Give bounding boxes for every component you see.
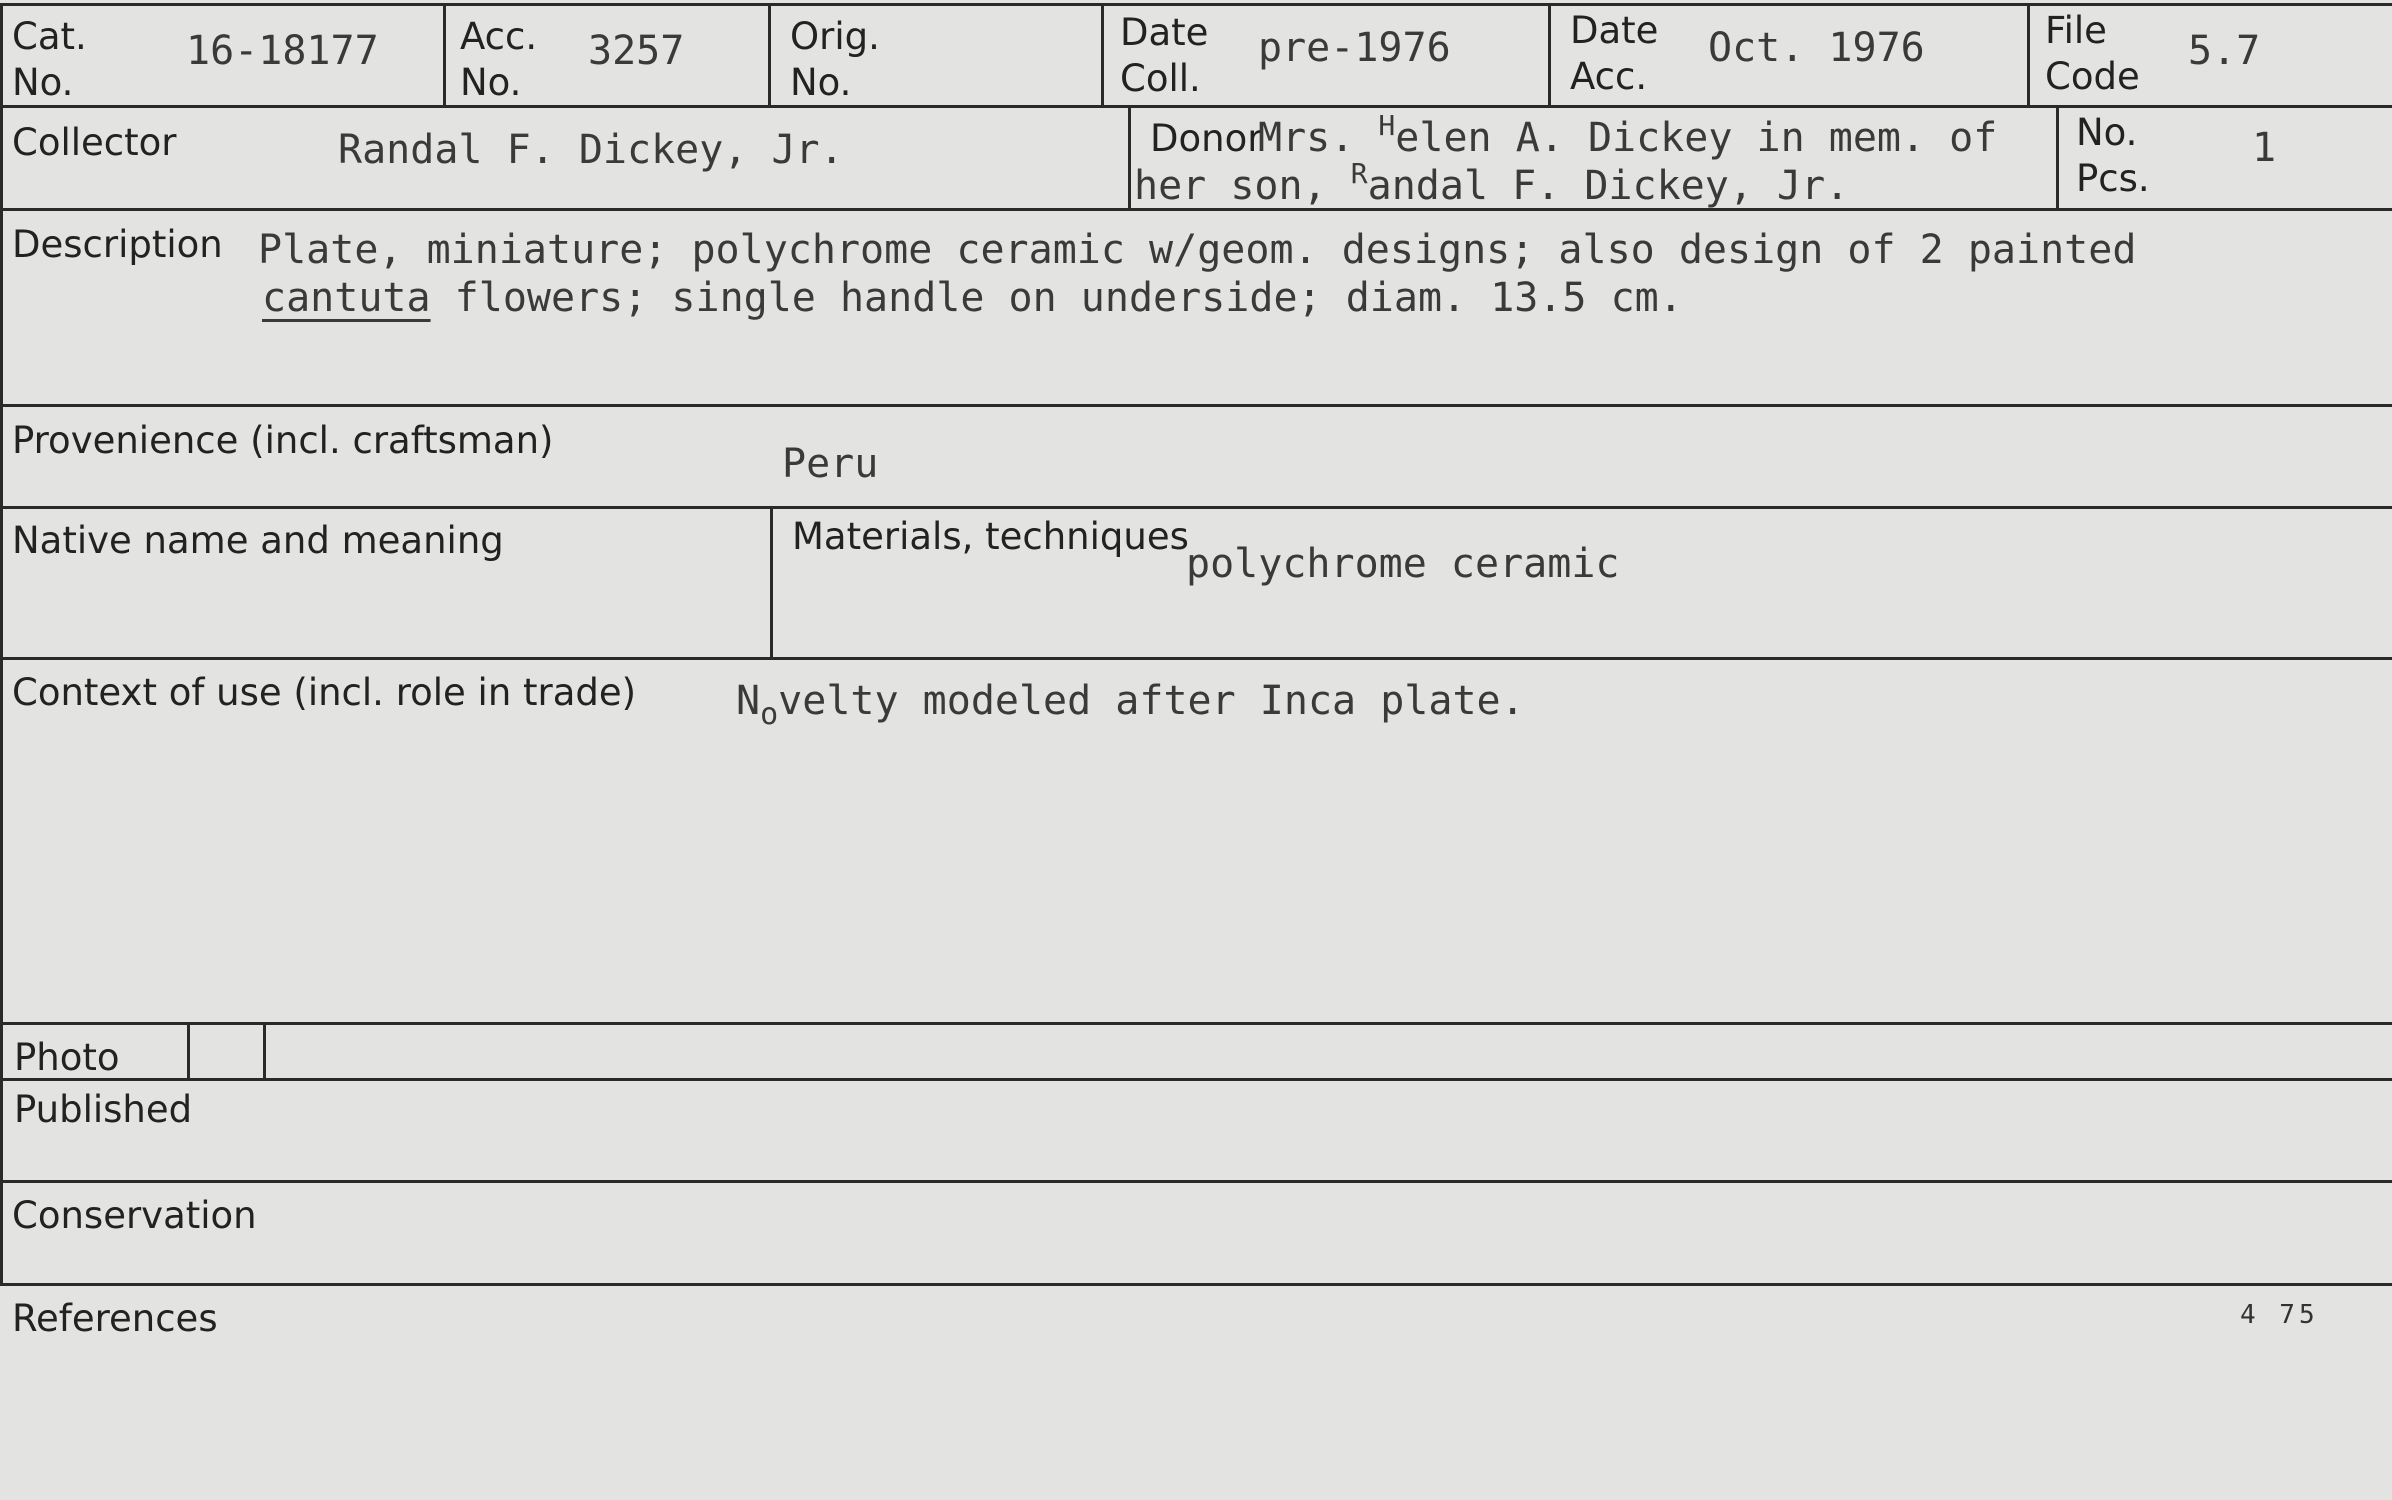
description-line1: Plate, miniature; polychrome ceramic w/geom. designs; also design of 2 painted [258,227,2137,273]
published-label: Published [14,1088,193,1131]
context-value: $N_ovelty$ modeled after Inca plate. [736,678,1525,732]
rule-top [0,3,2392,6]
date-acc-label: Date Acc. [1570,9,1659,98]
collector-label: Collector [12,121,177,164]
pcs-label: No. Pcs. [2076,111,2150,200]
photo-label: Photo [14,1036,120,1079]
rule-v-pcs [2056,105,2059,210]
rule-v-dateacc [2027,3,2030,107]
rule-v-orig [1101,3,1104,107]
file-code-value: 5.7 [2188,28,2261,74]
references-label: References [12,1297,218,1340]
provenience-value: Peru [782,441,879,487]
materials-value: polychrome ceramic [1186,541,1620,587]
file-code-label: File Code [2045,9,2140,98]
rule-description [0,404,2392,407]
rule-materials [0,657,2392,660]
provenience-label: Provenience (incl. craftsman) [12,419,554,462]
collector-value: Randal F. Dickey, Jr. [338,127,844,173]
rule-v-photo1 [187,1022,190,1080]
pcs-value: 1 [2252,125,2277,171]
rule-v-photo2 [263,1022,266,1080]
rule-v-cat [443,3,446,107]
conservation-label: Conservation [12,1194,257,1237]
rule-v-acc [768,3,771,107]
donor-value-line1: Mrs. $^H$elen A. Dickey in mem. of [1258,109,1998,161]
rule-provenience [0,506,2392,509]
cat-no-label: Cat. No. [12,15,87,104]
acc-no-value: 3257 [588,28,685,74]
rule-published [0,1180,2392,1183]
date-coll-value: pre-1976 [1258,25,1451,71]
donor-label: Donor [1150,117,1263,160]
description-line2: cantuta flowers; single handle on underside; diam. 13.5 cm. [262,275,1683,321]
cat-no-value: 16-18177 [186,28,379,74]
native-name-label: Native name and meaning [12,519,504,562]
rule-context [0,1022,2392,1025]
donor-value-line2: her son, $^R$andal F. Dickey, Jr. [1134,157,1850,209]
print-code: 4 75 [2240,1300,2319,1330]
materials-label: Materials, techniques [792,515,1189,558]
rule-v-datecoll [1548,3,1551,107]
description-label: Description [12,223,223,266]
rule-photo [0,1078,2392,1081]
context-label: Context of use (incl. role in trade) [12,671,637,714]
date-acc-value: Oct. 1976 [1708,25,1925,71]
rule-conservation [0,1283,2392,1286]
rule-v-materials [770,506,773,659]
date-coll-label: Date Coll. [1120,11,1209,100]
rule-header [0,105,2392,108]
orig-no-label: Orig. No. [790,15,880,104]
acc-no-label: Acc. No. [460,15,538,104]
rule-left-edge [0,3,3,1286]
rule-v-donor [1128,105,1131,210]
